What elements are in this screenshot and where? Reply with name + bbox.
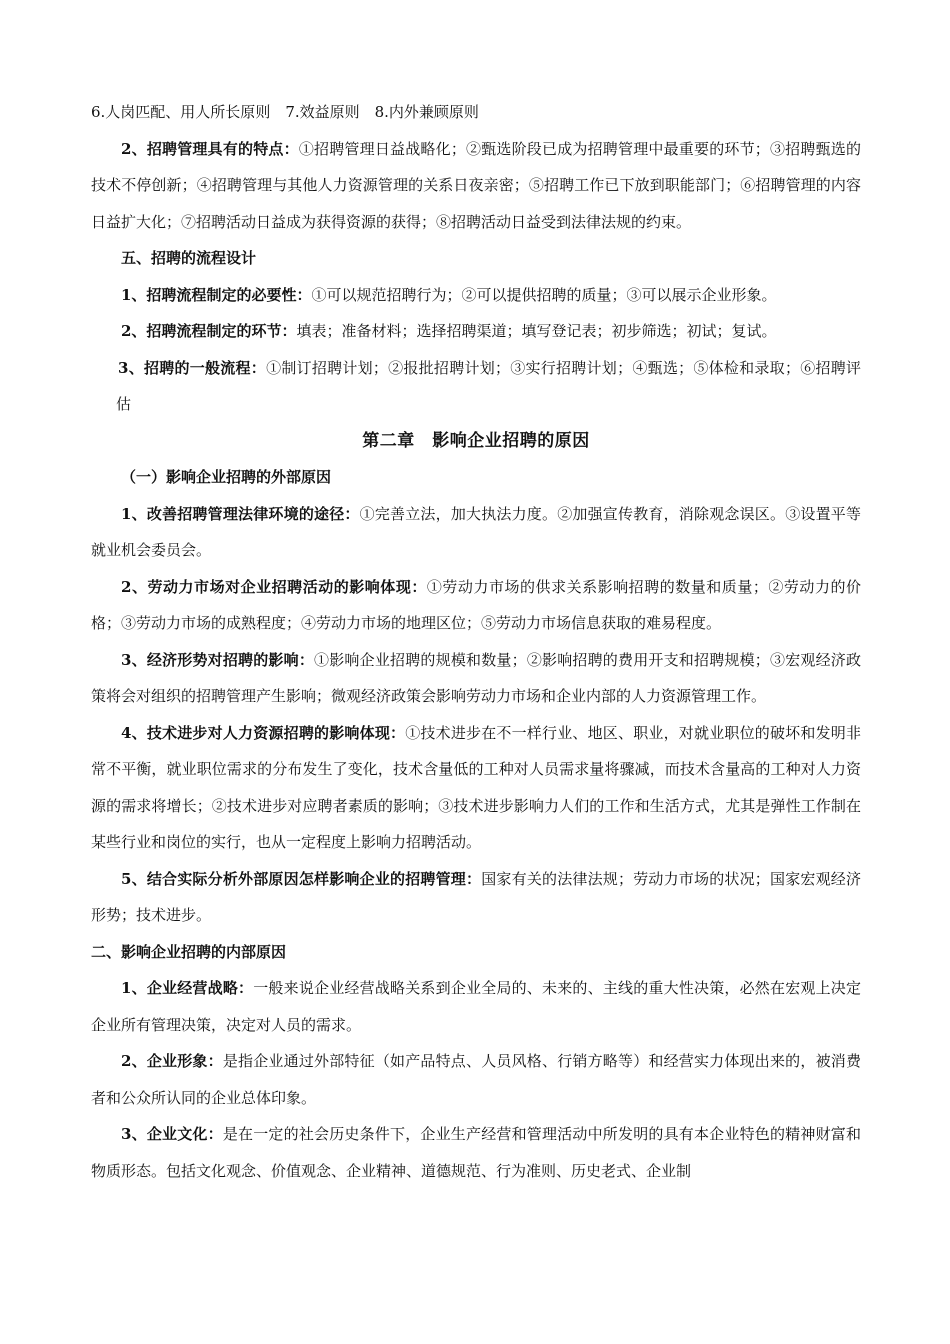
paragraph-recruitment-features xyxy=(91,131,861,241)
paragraph-text: 填表；准备材料；选择招聘渠道；填写登记表；初步筛选；初试；复试。 xyxy=(296,322,777,340)
paragraph-text: 是指企业通过外部特征（如产品特点、人员风格、行销方略等）和经营实力体现出来的，被消费者和公众所认同的企业总体印象。 xyxy=(91,1052,861,1107)
section-heading-text: （一）影响企业招聘的外部原因 xyxy=(121,468,332,486)
section-heading-process-design xyxy=(91,240,861,277)
paragraph-corporate-culture xyxy=(91,1116,861,1189)
paragraph-text: 6.人岗匹配、用人所长原则 7.效益原则 8.内外兼顾原则 xyxy=(91,103,479,121)
section-heading-internal-factors xyxy=(91,934,861,971)
paragraph-text: ①技术进步在不一样行业、地区、职业，对就业职位的破坏和发明非常不平衡，就业职位需求的分布发生了变化，技术含量低的工种对人员需求量将骤减，而技术含量高的工种对人力资源的需求将增长；②技术进步对应聘者素质的影响；③技术进步影响力人们的工作和生活方式，尤其是弹性工作制在某些行业和岗位的实行，也从一定程度上影响力招聘活动。 xyxy=(91,723,861,851)
paragraph-principles xyxy=(91,94,861,131)
section-heading-external-factors xyxy=(91,459,861,496)
paragraph-heading: 2、劳动力市场对企业招聘活动的影响体现： xyxy=(121,577,427,596)
paragraph-heading: 1、招聘流程制定的必要性： xyxy=(121,285,312,304)
paragraph-external-analysis xyxy=(91,861,861,934)
chapter-title-text: 第二章 影响企业招聘的原因 xyxy=(362,430,590,451)
paragraph-legal-environment xyxy=(91,496,861,569)
paragraph-corporate-image xyxy=(91,1043,861,1116)
paragraph-text: ①劳动力市场的供求关系影响招聘的数量和质量；②劳动力的价格；③劳动力市场的成熟程度；④劳动力市场的地理区位；⑤劳动力市场信息获取的难易程度。 xyxy=(91,577,861,632)
paragraph-labor-market xyxy=(91,569,861,642)
paragraph-text: ①招聘管理日益战略化；②甄选阶段已成为招聘管理中最重要的环节；③招聘甄选的技术不停创新；④招聘管理与其他人力资源管理的关系日夜亲密；⑤招聘工作已下放到职能部门；⑥招聘管理的内容日益扩大化；⑦招聘活动日益成为获得资源的获得；⑧招聘活动日益受到法律法规的约束。 xyxy=(91,139,861,231)
paragraph-text: ①制订招聘计划；②报批招聘计划；③实行招聘计划；④甄选；⑤体检和录取；⑥招聘评估 xyxy=(116,358,861,413)
paragraph-technology-progress xyxy=(91,715,861,861)
paragraph-text: 国家有关的法律法规；劳动力市场的状况；国家宏观经济形势；技术进步。 xyxy=(91,869,861,924)
paragraph-heading: 3、经济形势对招聘的影响： xyxy=(121,650,315,669)
document-body xyxy=(91,94,861,1189)
section-heading-text: 五、招聘的流程设计 xyxy=(121,249,257,267)
paragraph-heading: 2、企业形象： xyxy=(121,1052,223,1070)
paragraph-heading: 3、企业文化： xyxy=(121,1125,223,1143)
chapter-title xyxy=(91,423,861,460)
paragraph-heading: 1、企业经营战略： xyxy=(121,979,254,997)
paragraph-heading: 3、招聘的一般流程： xyxy=(118,358,267,377)
paragraph-general-process xyxy=(91,350,861,423)
paragraph-heading: 5、结合实际分析外部原因怎样影响企业的招聘管理： xyxy=(121,869,482,888)
paragraph-text: 是在一定的社会历史条件下，企业生产经营和管理活动中所发明的具有本企业特色的精神财富和物质形态。包括文化观念、价值观念、企业精神、道德规范、行为准则、历史老式、企业制 xyxy=(91,1125,861,1180)
paragraph-process-steps xyxy=(91,313,861,350)
paragraph-heading: 2、招聘流程制定的环节： xyxy=(121,322,297,340)
paragraph-text: ①可以规范招聘行为；②可以提供招聘的质量；③可以展示企业形象。 xyxy=(311,285,777,304)
paragraph-heading: 2、招聘管理具有的特点： xyxy=(121,139,299,158)
paragraph-process-necessity xyxy=(91,277,861,314)
paragraph-heading: 1、改善招聘管理法律环境的途径： xyxy=(121,504,360,523)
paragraph-text: ①影响企业招聘的规模和数量；②影响招聘的费用开支和招聘规模；③宏观经济政策将会对组织的招聘管理产生影响；微观经济政策会影响劳动力市场和企业内部的人力资源管理工作。 xyxy=(91,650,861,705)
paragraph-business-strategy xyxy=(91,970,861,1043)
paragraph-text: ①完善立法，加大执法力度。②加强宣传教育，消除观念误区。③设置平等就业机会委员会。 xyxy=(91,504,861,559)
paragraph-heading: 4、技术进步对人力资源招聘的影响体现： xyxy=(121,723,406,742)
paragraph-economic-situation xyxy=(91,642,861,715)
paragraph-text: 一般来说企业经营战略关系到企业全局的、未来的、主线的重大性决策，必然在宏观上决定企业所有管理决策，决定对人员的需求。 xyxy=(91,979,861,1034)
section-heading-text: 二、影响企业招聘的内部原因 xyxy=(91,942,287,961)
